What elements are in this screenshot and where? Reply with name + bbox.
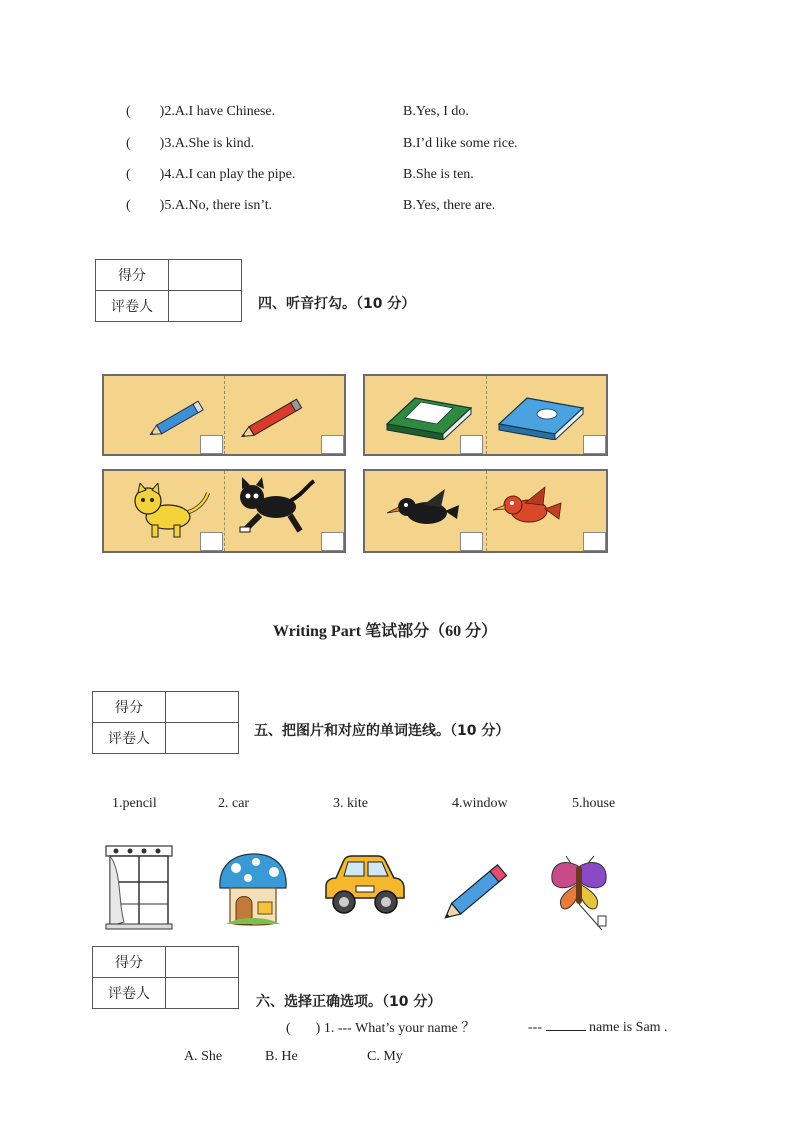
answer-paren[interactable]: ( (286, 1021, 291, 1036)
option-c[interactable]: C. My (367, 1049, 403, 1064)
answer-paren[interactable]: ( (126, 167, 131, 182)
option-a: 2.A.I have Chinese. (164, 104, 276, 119)
option-a: 5.A.No, there isn’t. (164, 198, 273, 213)
grader-cell[interactable] (169, 291, 242, 322)
answer-paren[interactable]: ( (126, 104, 131, 119)
option-b: B.She is ten. (403, 167, 474, 182)
score-label: 得分 (93, 947, 166, 978)
green-book-icon (383, 390, 475, 440)
panel-pencils (102, 374, 346, 456)
writing-part-title: Writing Part 笔试部分（60 分） (273, 623, 498, 640)
word-window[interactable]: 4.window (452, 796, 508, 811)
option-b: B.Yes, I do. (403, 104, 469, 119)
score-label: 得分 (93, 692, 166, 723)
section-4-title: 四、听音打勾。（10 分） (258, 296, 416, 312)
score-cell[interactable] (169, 260, 242, 291)
option-b: B.I’d like some rice. (403, 136, 518, 151)
grader-label: 评卷人 (96, 291, 169, 322)
checkbox[interactable] (200, 435, 223, 454)
question-row: ( )4.A.I can play the pipe. (126, 167, 296, 182)
red-bird-icon (489, 483, 565, 531)
checkbox[interactable] (583, 435, 606, 454)
checkbox[interactable] (200, 532, 223, 551)
grader-label: 评卷人 (93, 723, 166, 754)
panel-cats (102, 469, 346, 553)
word-kite[interactable]: 3. kite (333, 796, 368, 811)
score-table (92, 691, 239, 754)
option-a[interactable]: A. She (184, 1049, 223, 1064)
panel-books (363, 374, 608, 456)
checkbox[interactable] (460, 532, 483, 551)
grader-cell[interactable] (166, 723, 239, 754)
score-table (92, 946, 239, 1009)
score-label: 得分 (96, 260, 169, 291)
answer-paren[interactable]: ( (126, 198, 131, 213)
checkbox[interactable] (460, 435, 483, 454)
score-cell[interactable] (166, 692, 239, 723)
grader-label: 评卷人 (93, 978, 166, 1009)
pencil-icon[interactable] (434, 856, 518, 928)
answer-paren[interactable]: ( (126, 136, 131, 151)
score-table (95, 259, 242, 322)
kite-icon[interactable] (548, 854, 610, 934)
question-text: ) 1. --- What’s your name ？ (315, 1021, 476, 1036)
house-icon[interactable] (216, 852, 290, 928)
option-b[interactable]: B. He (265, 1049, 298, 1064)
yellow-cat-icon (128, 483, 212, 539)
section-5-title: 五、把图片和对应的单词连线。（10 分） (254, 723, 510, 739)
panel-birds (363, 469, 608, 553)
car-icon[interactable] (320, 854, 408, 920)
blue-pencil-icon (144, 396, 214, 440)
red-pencil-icon (234, 396, 314, 440)
checkbox[interactable] (583, 532, 606, 551)
answer-blank[interactable] (546, 1017, 586, 1031)
option-a: 3.A.She is kind. (164, 136, 255, 151)
checkbox[interactable] (321, 532, 344, 551)
blue-book-icon (495, 390, 587, 440)
window-icon[interactable] (104, 842, 174, 930)
checkbox[interactable] (321, 435, 344, 454)
option-b: B.Yes, there are. (403, 198, 496, 213)
black-bird-icon (387, 487, 459, 531)
black-cat-icon (234, 477, 320, 537)
word-car[interactable]: 2. car (218, 796, 250, 811)
score-cell[interactable] (166, 947, 239, 978)
word-pencil[interactable]: 1.pencil (112, 796, 157, 811)
grader-cell[interactable] (166, 978, 239, 1009)
answer-line-row: --- name is Sam . (528, 1017, 668, 1036)
question-row: ( )2.A.I have Chinese. (126, 104, 276, 119)
section-6-title: 六、选择正确选项。（10 分） (256, 994, 442, 1010)
question-row (286, 1017, 475, 1037)
word-house[interactable]: 5.house (572, 796, 616, 811)
question-row: ( )3.A.She is kind. (126, 136, 255, 151)
option-a: 4.A.I can play the pipe. (164, 167, 296, 182)
question-row: ( )5.A.No, there isn’t. (126, 198, 273, 213)
